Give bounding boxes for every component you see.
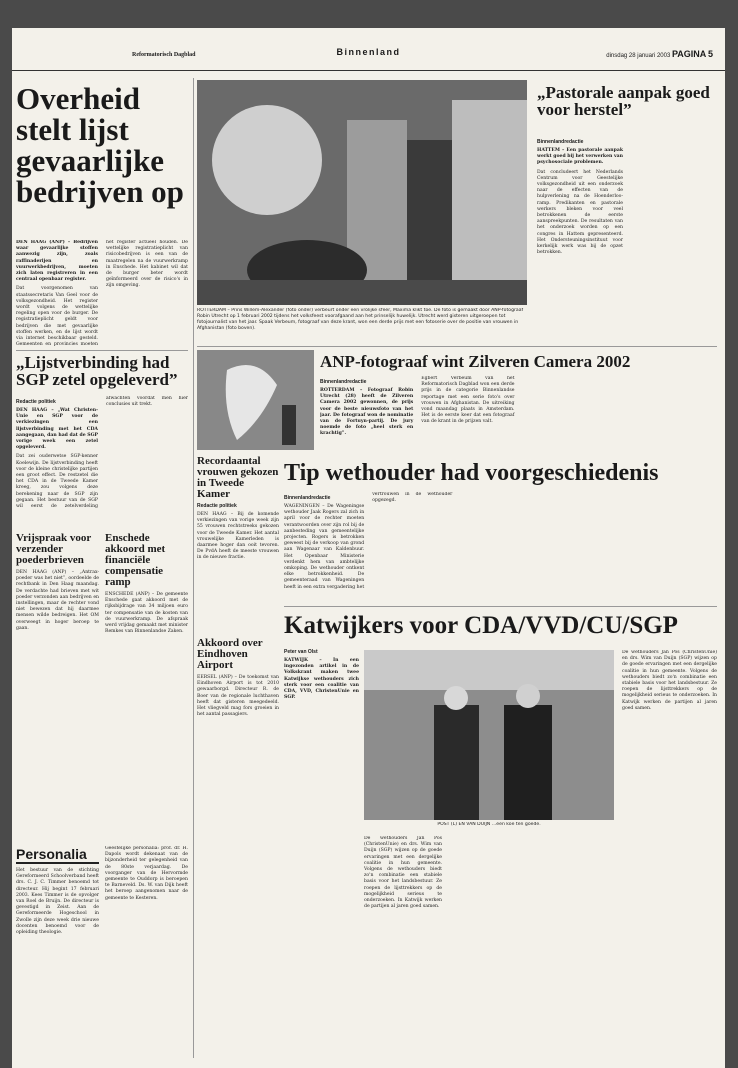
anp-lead: ROTTERDAM – Fotograaf Robin Utrecht (28) heeft de Zilveren Camera 2002 gewonnen, de prijs voor de beste nieuwsfoto van het jaar. De fotograaf won de nominatie van de Fortuyn-partij. De jury noemde de foto „heel sterk en krachtig”. xyxy=(320,388,414,437)
main-photo-art xyxy=(197,80,527,305)
anp-story xyxy=(320,353,717,375)
katwijk-photo xyxy=(364,650,614,820)
divider xyxy=(284,606,717,607)
enschede-body: ENSCHEDE (ANP) – De gemeente Enschede gaat akkoord met de rijksbijdrage van 34 miljoen euro ter compensatie van de kosten van de vuurwerkramp. De afspraak werd vrijdag gemaakt met minister Remkes van Binnenlandse Zaken. xyxy=(105,592,188,635)
wethouder-headline: Tip wethouder had voorgeschiedenis xyxy=(284,460,659,486)
personalia-title: Personalia xyxy=(16,846,99,864)
sgp-lead: DEN HAAG – „Wat Christen-Unie en SGP voor de verkiezingen een lijstverbinding met het CDA aangegaan, dan had dat de SGP vorige week een zetel opgeleverd. xyxy=(16,408,98,451)
small-photo-art xyxy=(197,350,314,450)
sgp-story xyxy=(16,354,188,396)
personalia-2-body: Geestelijke personalia: prof. dr. H. Dapols wordt dekenaat van de bijzonderheid ter gelegenheid van de 80ste verjaardag. De voorganger van de Hervormde gemeente te Ouddorp is beroepen te Barneveld. Ds. W. van Dijk heeft het beroep aangenomen naar de gemeente te Kesteren. xyxy=(105,846,188,901)
pastoraal-lead: HATTEM – Een pastorale aanpak werkt goed bij het verwerken van psychosociale problemen. xyxy=(537,148,623,166)
pastoraal-story xyxy=(537,84,717,134)
sgp-body xyxy=(16,396,188,516)
anp-body xyxy=(320,376,717,451)
katwijk-headline: Katwijkers voor CDA/VVD/CU/SGP xyxy=(284,612,678,639)
katwijk-kicker: Peter van Olst xyxy=(284,649,318,655)
vrijspraak-story xyxy=(16,533,99,703)
anp-kicker: Binnenlandredactie xyxy=(320,379,367,385)
katwijk-story xyxy=(284,612,717,640)
main-photo-caption: ROTTERDAM – Prins Willem-Alexander (foto onder) verbeurt onder een vrolijke sfeer, Maxima klikt toe. De foto is gemaakt door ANP-fotograaf Robin Utrecht op 1 februari 2002 tijdens het volksfeest voorafgaand aan het prinselijk huwelijk. Utrecht werd gisteren uitgeroepen tot fotojournalist van het jaar. Spaak Verbeum, fotograaf van deze krant, won een derde prijs met een fotoserie over de positie van vrouwen in Afghanistan (foto boven). xyxy=(197,308,524,331)
pastoraal-kicker: Binnenlandredactie xyxy=(537,139,584,145)
anp-text: Egbert Verbeum van het Reformatorisch Dagblad won een derde prijs in de categorie Binnenlandse reportage met een serie foto's over vrouwen in Afghanistan. De uitreiking vond maandag plaats in Amsterdam. Het is de eerste keer dat een fotograaf van de krant in de prijzen valt. xyxy=(421,376,515,425)
katwijk-text: De wethouders Jan Pos (ChristenUnie) en drs. Wim van Duijn (SGP) wijzen op de goede ervaringen met een dergelijke coalitie in hun gemeente. Volgens de wethouders biedt zo'n combinatie een stabiele basis voor het landsbestuur. Ze roepen de lijsttrekkers op de mogelijkheid serieus te onderzoeken. In Katwijk werken de partijen al jaren goed samen. xyxy=(364,836,442,910)
pastoraal-headline: „Pastorale aanpak goed voor herstel” xyxy=(537,84,710,119)
lead-story-body xyxy=(16,240,188,350)
recordaantal-body: DEN HAAG – Bij de komende verkiezingen van vorige week zijn 55 vrouwen rechtstreeks gekozen voor de Tweede Kamer. Het aantal vrouwelijke Kamerleden is daarmee hoger dan ooit tevoren. De PvdA heeft de meeste vrouwen in de nieuwe fractie. xyxy=(197,512,279,561)
paper-name: Reformatorisch Dagblad xyxy=(132,52,196,58)
katwijk-lead: KATWIJK – In een ingezonden artikel in de Volkskrant maken twee Katwijkse wethouders zich sterk voor een coalitie van CDA, VVD, ChristenUnie en SGP. xyxy=(284,658,359,701)
personalia-body: Het bestuur van de stichting Gereformeerd Schoolverband heeft drs. C. J. C. Timmer benoemd tot directeur. Hij begint 17 februari 2003. Kees Timmer is de opvolger van Roel de Bruijn. De directeur is gevestigd in Zeist. Aan de Gereformeerde Hogeschool in Zwolle zijn deze week drie nieuwe docenten benoemd voor de opleiding theologie. xyxy=(16,868,99,936)
akkoord-body: EERSEL (ANP) – De toekomst van Eindhoven Airport is tot 2010 gewaarborgd. Directeur R. de Boer van de regionale luchthaven heeft dat gisteren meegedeeld. Het vliegveld mag fors groeien in het aantal passagiers. xyxy=(197,675,279,718)
akkoord-story xyxy=(197,638,279,788)
katwijk-photo-art xyxy=(364,650,614,820)
personalia-2 xyxy=(105,846,188,1061)
recordaantal-kicker: Redactie politiek xyxy=(197,503,237,509)
wethouder-story xyxy=(284,460,717,486)
recordaantal-story xyxy=(197,456,279,636)
lead-headline: Overheid stelt lijst gevaarlijke bedrijven op xyxy=(16,83,184,209)
section-title: Binnenland xyxy=(336,47,401,57)
lead-paragraph: DEN HAAG (ANP) – Bedrijven waar gevaarlijke stoffen aanwezig zijn, zoals raffinaderijen en vuurwerkbedrijven, moeten zich laten registreren in een centraal openbaar register. xyxy=(16,240,98,283)
wethouder-text: WAGENINGEN – De Wageningse wethouder Jaak Rogers zal zich in april voor de rechter moeten verantwoorden over zijn rol bij de aanbesteding van gemeentelijke projecten. Rogers is betrokken geweest bij de verkoop van grond aan Wagenaar van Kaldenbuur. Het Openbaar Ministerie verdenkt hem van ambtelijke omkoping. De wethouder ontkent elke betrokkenheid. De gemeenteraad van Wageningen heeft in een extra vergadering het vertrouwen in de wethouder opgezegd. xyxy=(284,492,453,590)
personalia-box xyxy=(16,846,99,1061)
newspaper-page xyxy=(12,28,725,1068)
enschede-story xyxy=(105,533,188,703)
wethouder-kicker: Binnenlandredactie xyxy=(284,495,331,501)
sgp-headline: „Lijstverbinding had SGP zetel opgeleverd” xyxy=(16,354,178,389)
column-rule xyxy=(193,78,194,1058)
katwijk-body xyxy=(364,836,614,1056)
enschede-headline: Enschede akkoord met financiële compensatie ramp xyxy=(105,533,166,588)
katwijk-side-text: De wethouders Jan Pos (ChristenUnie) en drs. Wim van Duijn (SGP) wijzen op de goede ervaringen met een dergelijke coalitie in hun gemeente. Volgens de wethouders biedt zo'n combinatie een stabiele basis voor het landsbestuur. Ze roepen de lijsttrekkers op de mogelijkheid serieus te onderzoeken. In Katwijk werken de partijen al jaren goed samen. xyxy=(622,650,717,711)
pastoraal-text: Dat concludeert het Nederlands Centrum voor Geestelijke volksgezondheid uit een onderzoek naar de effecten van de hulpverlening na de Hoenderloo-ramp. Predikanten en pastorale werkers bleken voor veel betrokkenen de eerste aanspreekpunten. De resultaten van het onderzoek worden op een congres in Hattem gepresenteerd. Het Ondersteuningsinstituut voor kerkelijk werk was bij de opzet betrokken. xyxy=(537,169,623,256)
masthead xyxy=(12,28,725,72)
katwijk-lead-col xyxy=(284,646,359,1056)
recordaantal-headline: Recordaantal vrouwen gekozen in Tweede Kamer xyxy=(197,456,279,500)
divider xyxy=(16,350,188,351)
anp-headline: ANP-fotograaf wint Zilveren Camera 2002 xyxy=(320,353,631,371)
masthead-rule xyxy=(12,70,725,71)
sgp-kicker: Redactie politiek xyxy=(16,399,56,405)
lead-story xyxy=(16,83,188,263)
pastoraal-body xyxy=(537,136,717,341)
main-photo xyxy=(197,80,527,305)
divider xyxy=(197,346,717,347)
masthead-date: dinsdag 28 januari 2003 PAGINA 5 xyxy=(606,49,713,59)
katwijk-side-col xyxy=(622,650,717,1056)
wethouder-body xyxy=(284,492,717,602)
vrijspraak-headline: Vrijspraak voor verzender poederbrieven xyxy=(16,533,92,566)
sun-decoration xyxy=(212,105,322,215)
katwijk-photo-caption: POST (L) EN VAN DUIJN …een koe ten goede. xyxy=(437,822,541,827)
lead-body: Dat voorgenomen van staatssecretaris Van Geel voor de volksgezondheid. Het register wordt volgens de wettelijke regeling open voor de burger. De registratieplicht geldt voor bedrijven die met gevaarlijke stoffen werken, en de lijst wordt via internet beschikbaar gesteld. Gemeenten en provincies moeten het register actueel houden. De wettelijke registratieplicht van risicobedrijven is een van de maatregelen na de vuurwerkramp in Enschede. Het kabinet wil dat de burger beter wordt geïnformeerd over de risico's in zijn omgeving. xyxy=(16,240,188,348)
vrijspraak-body: DEN HAAG (ANP) – „Antrax-poeder was het niet”, oordeelde de rechtbank in Den Haag maandag. De verdachte had brieven met wit poeder verzonden aan bedrijven en instellingen, maar de rechter vond niet bewezen dat hij daarmee mensen wilde bedreigen. Het OM overweegt in hoger beroep te gaan. xyxy=(16,570,99,631)
sgp-text: Dat zei ouderwetse SGP-kenner Koelewijn. De lijstverbinding heeft voor de kleine christelijke partijen een groot effect. De restzetel die het CDA in de Tweede Kamer kreeg, zou volgens deze berekening naar de SGP zijn gegaan. Het bestuur van de SGP wil eerst de zetelverdeling afwachten voordat men hier conclusies uit trekt. xyxy=(16,396,188,510)
small-photo xyxy=(197,350,314,450)
akkoord-headline: Akkoord over Eindhoven Airport xyxy=(197,638,263,671)
